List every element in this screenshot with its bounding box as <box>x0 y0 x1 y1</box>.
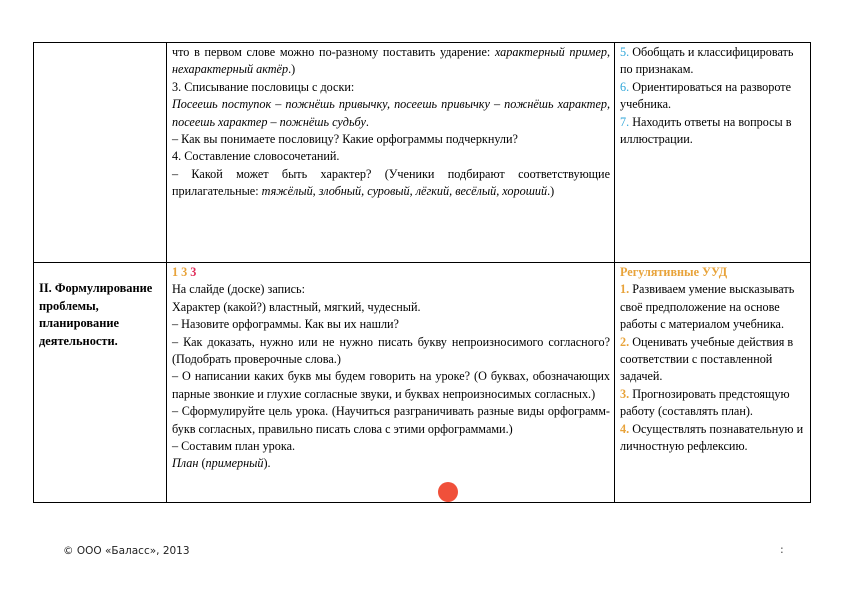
proverb-text: Посеешь поступок – пожнёшь привычку, посеешь привычку – пожнёшь характер, посеешь характер – пожнёшь судьбу. <box>172 97 610 129</box>
uud-cell <box>615 43 811 263</box>
text-line: 3. Списывание пословицы с доски: <box>172 79 355 94</box>
text-line: Характер (какой?) властный, мягкий, чудесный. <box>172 299 421 314</box>
uud-cell <box>615 263 811 503</box>
text-line: – Составим план урока. <box>172 439 296 454</box>
cursor-dot-marker[interactable] <box>438 482 458 502</box>
text-line: что в первом слове можно по-разному поставить ударение: характерный пример, нехарактерный актёр.) <box>172 45 610 77</box>
table-row <box>34 43 811 263</box>
list-item: 7. Находить ответы на вопросы в иллюстрации. <box>620 114 792 147</box>
stage-title: II. Формулирование проблемы, планирование деятельности. <box>39 281 153 348</box>
stage-cell <box>34 43 167 263</box>
list-item: 3. Прогнозировать предстоящую работу (составлять план). <box>620 386 790 419</box>
list-item: 2. Оценивать учебные действия в соответствии с поставленной задачей. <box>620 334 794 384</box>
text-line: На слайде (доске) запись: <box>172 282 305 297</box>
text-line: – О написании каких букв мы будем говорить на уроке? (О буквах, обозначающих парные звонкие и глухие согласные звуки, и буквах непроизносимых согласных.) <box>172 369 610 401</box>
text-line: – Как доказать, нужно или не нужно писать букву непроизносимого согласного? (Подобрать проверочные слова.) <box>172 334 610 367</box>
activity-cell <box>167 43 615 263</box>
text-line: – Сформулируйте цель урока. (Научиться разграничивать разные виды орфограмм-букв согласных, правильно писать слова с этими орфограммами.) <box>172 404 610 436</box>
lesson-table <box>33 42 811 503</box>
footer-copyright: © ООО «Баласс», 2013 <box>63 545 190 557</box>
text-line: – Как вы понимаете пословицу? Какие орфограммы подчеркнули? <box>172 132 518 147</box>
text-line: 4. Составление словосочетаний. <box>172 149 340 164</box>
text-line: – Какой может быть характер? (Ученики подбирают соответствующие прилагательные: тяжёлый, злобный, суровый, лёгкий, весёлый, хороший.) <box>172 166 610 199</box>
text-line: – Назовите орфограммы. Как вы их нашли? <box>172 317 399 332</box>
list-item: 4. Осуществлять познавательную и личностную рефлексию. <box>620 421 804 454</box>
list-item: 1. Развиваем умение высказывать своё предположение на основе работы с материалом учебника. <box>620 282 795 332</box>
footer-mark: : <box>780 543 784 556</box>
slide-numbers: 1 3 3 <box>172 265 197 279</box>
activity-cell <box>167 263 615 503</box>
table-row <box>34 263 811 503</box>
stage-cell <box>34 263 167 503</box>
uud-header: Регулятивные УУД <box>620 265 728 279</box>
list-item: 6. Ориентироваться на развороте учебника. <box>620 79 792 112</box>
text-line: План (примерный). <box>172 456 271 471</box>
list-item: 5. Обобщать и классифицировать по признакам. <box>620 45 794 77</box>
